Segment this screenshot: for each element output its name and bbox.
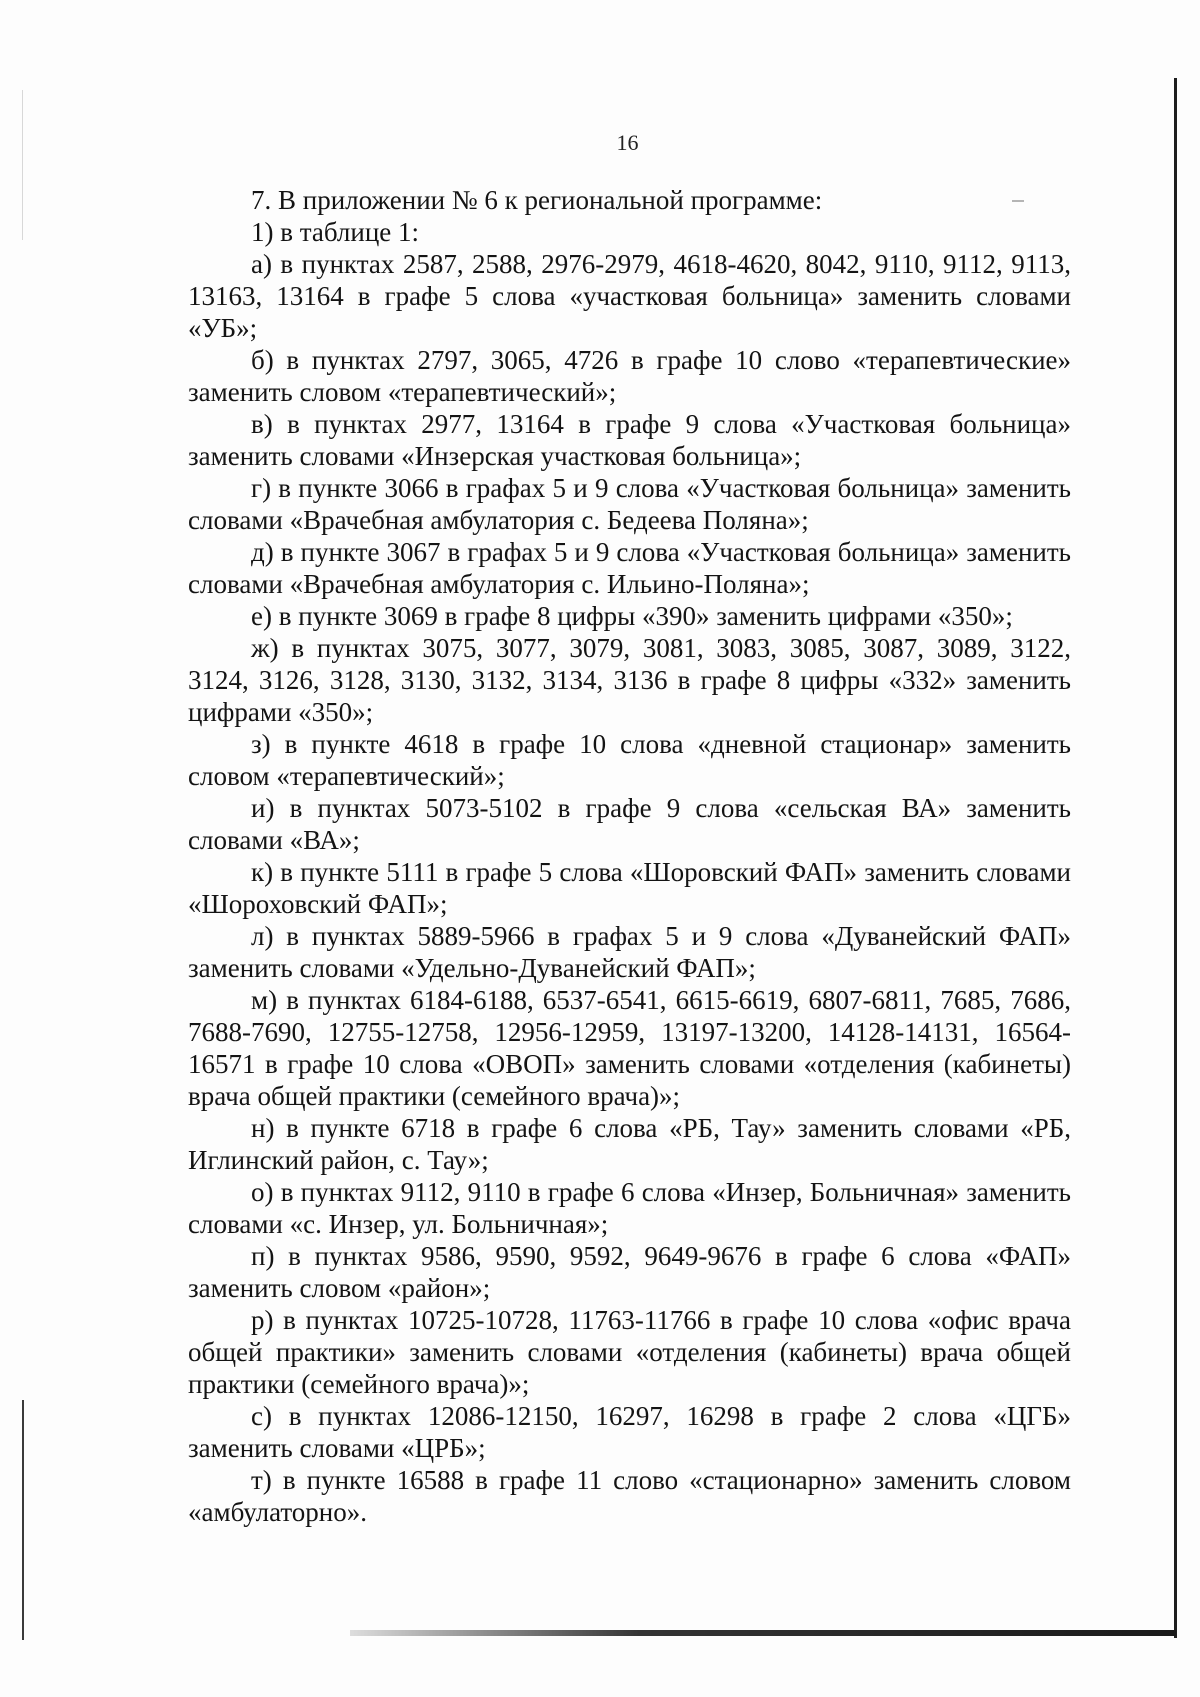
list-item-i: и) в пунктах 5073-5102 в графе 9 слова «сельская ВА» заменить словами «ВА»; bbox=[188, 793, 1071, 855]
document-body bbox=[188, 184, 1071, 1528]
list-item-t: т) в пункте 16588 в графе 11 слово «стационарно» заменить словом «амбулаторно». bbox=[188, 1465, 1071, 1527]
list-item-zh: ж) в пунктах 3075, 3077, 3079, 3081, 3083, 3085, 3087, 3089, 3122, 3124, 3126, 3128, 3130, 3132, 3134, 3136 в графе 8 цифры «332» заменить цифрами «350»; bbox=[188, 633, 1071, 727]
list-item-m: м) в пунктах 6184-6188, 6537-6541, 6615-6619, 6807-6811, 7685, 7686, 7688-7690, 12755-12758, 12956-12959, 13197-13200, 14128-14131, 16564-16571 в графе 10 слова «ОВОП» заменить словами «отделения (кабинеты) врача общей практики (семейного врача)»; bbox=[188, 985, 1071, 1111]
subsection-heading: 1) в таблице 1: bbox=[251, 217, 420, 247]
list-item-k: к) в пункте 5111 в графе 5 слова «Шоровский ФАП» заменить словами «Шороховский ФАП»; bbox=[188, 857, 1071, 919]
scan-edge-right bbox=[1174, 78, 1177, 1638]
list-item-p: п) в пунктах 9586, 9590, 9592, 9649-9676 в графе 6 слова «ФАП» заменить словом «район»; bbox=[188, 1241, 1071, 1303]
scan-edge-bottom bbox=[350, 1630, 1176, 1636]
list-item-s: с) в пунктах 12086-12150, 16297, 16298 в графе 2 слова «ЦГБ» заменить словами «ЦРБ»; bbox=[188, 1401, 1071, 1463]
list-item-v: в) в пунктах 2977, 13164 в графе 9 слова «Участковая больница» заменить словами «Инзерская участковая больница»; bbox=[188, 409, 1071, 471]
list-item-e: е) в пункте 3069 в графе 8 цифры «390» заменить цифрами «350»; bbox=[251, 601, 1013, 631]
list-item-o: о) в пунктах 9112, 9110 в графе 6 слова «Инзер, Больничная» заменить словами «с. Инзер, ул. Больничная»; bbox=[188, 1177, 1071, 1239]
page-number: 16 bbox=[616, 130, 639, 155]
list-item-a: а) в пунктах 2587, 2588, 2976-2979, 4618-4620, 8042, 9110, 9112, 9113, 13163, 13164 в графе 5 слова «участковая больница» заменить словами «УБ»; bbox=[188, 249, 1071, 343]
list-item-g: г) в пункте 3066 в графах 5 и 9 слова «Участковая больница» заменить словами «Врачебная амбулатория с. Бедеева Поляна»; bbox=[188, 473, 1071, 535]
list-item-d: д) в пункте 3067 в графах 5 и 9 слова «Участковая больница» заменить словами «Врачебная амбулатория с. Ильино-Поляна»; bbox=[188, 537, 1071, 599]
scan-edge-left bbox=[22, 1400, 24, 1640]
list-item-l: л) в пунктах 5889-5966 в графах 5 и 9 слова «Дуванейский ФАП» заменить словами «Удельно-Дуванейский ФАП»; bbox=[188, 921, 1071, 983]
scan-edge-left-faint bbox=[22, 90, 23, 240]
section-heading: 7. В приложении № 6 к региональной программе: bbox=[251, 185, 823, 215]
list-item-b: б) в пунктах 2797, 3065, 4726 в графе 10 слово «терапевтические» заменить словом «терапевтический»; bbox=[188, 345, 1071, 407]
list-item-r: р) в пунктах 10725-10728, 11763-11766 в графе 10 слова «офис врача общей практики» заменить словами «отделения (кабинеты) врача общей практики (семейного врача)»; bbox=[188, 1305, 1071, 1399]
list-item-z: з) в пункте 4618 в графе 10 слова «дневной стационар» заменить словом «терапевтический»; bbox=[188, 729, 1071, 791]
list-item-n: н) в пункте 6718 в графе 6 слова «РБ, Тау» заменить словами «РБ, Иглинский район, с. Тау»; bbox=[188, 1113, 1071, 1175]
